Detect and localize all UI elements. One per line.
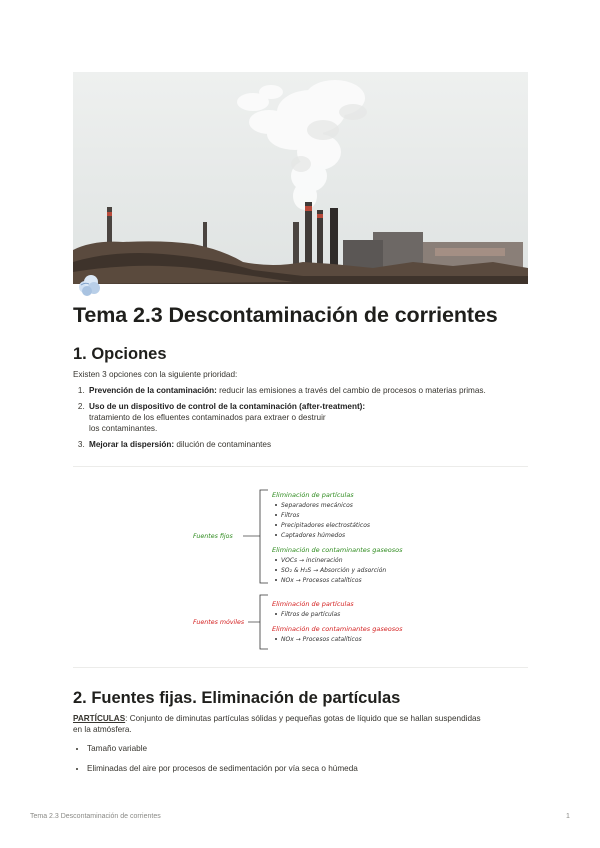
divider: [73, 466, 528, 467]
term: PARTÍCULAS: [73, 714, 126, 723]
option-text: dilución de contaminantes: [174, 440, 272, 449]
option-title: Prevención de la contaminación:: [89, 386, 217, 395]
list-item: [87, 385, 542, 396]
fixed-particles-title: Eliminación de partículas: [272, 491, 354, 499]
fixed-particles-item: Precipitadores electrostáticos: [281, 522, 371, 529]
fixed-sources-label: Fuentes fijos: [193, 533, 233, 540]
mobile-gases-item: NOx → Procesos catalíticos: [281, 636, 362, 643]
fixed-gases-item: VOCs → incineración: [281, 557, 343, 564]
fixed-gases-item: NOx → Procesos catalíticos: [281, 577, 362, 584]
list-item: [87, 401, 542, 434]
section-heading-fuentes-fijas: 2. Fuentes fijas. Eliminación de partículas: [73, 689, 401, 707]
mobile-sources-label: Fuentes móviles: [193, 619, 245, 626]
particles-bullets: [73, 743, 542, 783]
option-text: reducir las emisiones a través del cambio de procesos o materias primas.: [216, 386, 486, 395]
footer-title: Tema 2.3 Descontaminación de corrientes: [30, 813, 161, 820]
fixed-gases-title: Eliminación de contaminantes gaseosos: [272, 546, 403, 554]
page-title: Tema 2.3 Descontaminación de corrientes: [73, 303, 498, 327]
option-title: Mejorar la dispersión:: [89, 440, 175, 449]
page-number: 1: [566, 813, 570, 820]
option-title: Uso de un dispositivo de control de la contaminación (after-treatment):: [89, 402, 366, 411]
option-text: los contaminantes.: [89, 424, 158, 433]
cover-image: [73, 72, 528, 284]
fixed-particles-item: Filtros: [281, 512, 300, 519]
mobile-particles-item: Filtros de partículas: [281, 611, 341, 618]
fixed-particles-item: Separadores mecánicos: [281, 502, 353, 509]
list-item: • Eliminadas del aire por procesos de sedimentación por vía seca o húmeda: [87, 763, 542, 774]
sources-diagram: [180, 482, 420, 652]
fixed-particles-item: Captadores húmedos: [281, 532, 346, 539]
list-item: [87, 439, 542, 450]
particles-definition: [73, 713, 528, 735]
smoke-cloud-icon: [75, 270, 103, 298]
list-item: • Tamaño variable: [87, 743, 542, 754]
fixed-gases-item: SO₂ & H₂S → Absorción y adsorción: [281, 567, 387, 574]
mobile-particles-title: Eliminación de partículas: [272, 600, 354, 608]
options-list: [73, 385, 542, 455]
mobile-gases-title: Eliminación de contaminantes gaseosos: [272, 625, 403, 633]
definition-text: : Conjunto de diminutas partículas sólidas y pequeñas gotas de líquido que se hallan suspendidas: [125, 714, 481, 723]
section-heading-opciones: 1. Opciones: [73, 345, 167, 363]
option-text: tratamiento de los efluentes contaminados para extraer o destruir: [89, 413, 326, 422]
section-intro: Existen 3 opciones con la siguiente prioridad:: [73, 370, 238, 379]
definition-text: en la atmósfera.: [73, 725, 132, 734]
divider: [73, 667, 528, 668]
